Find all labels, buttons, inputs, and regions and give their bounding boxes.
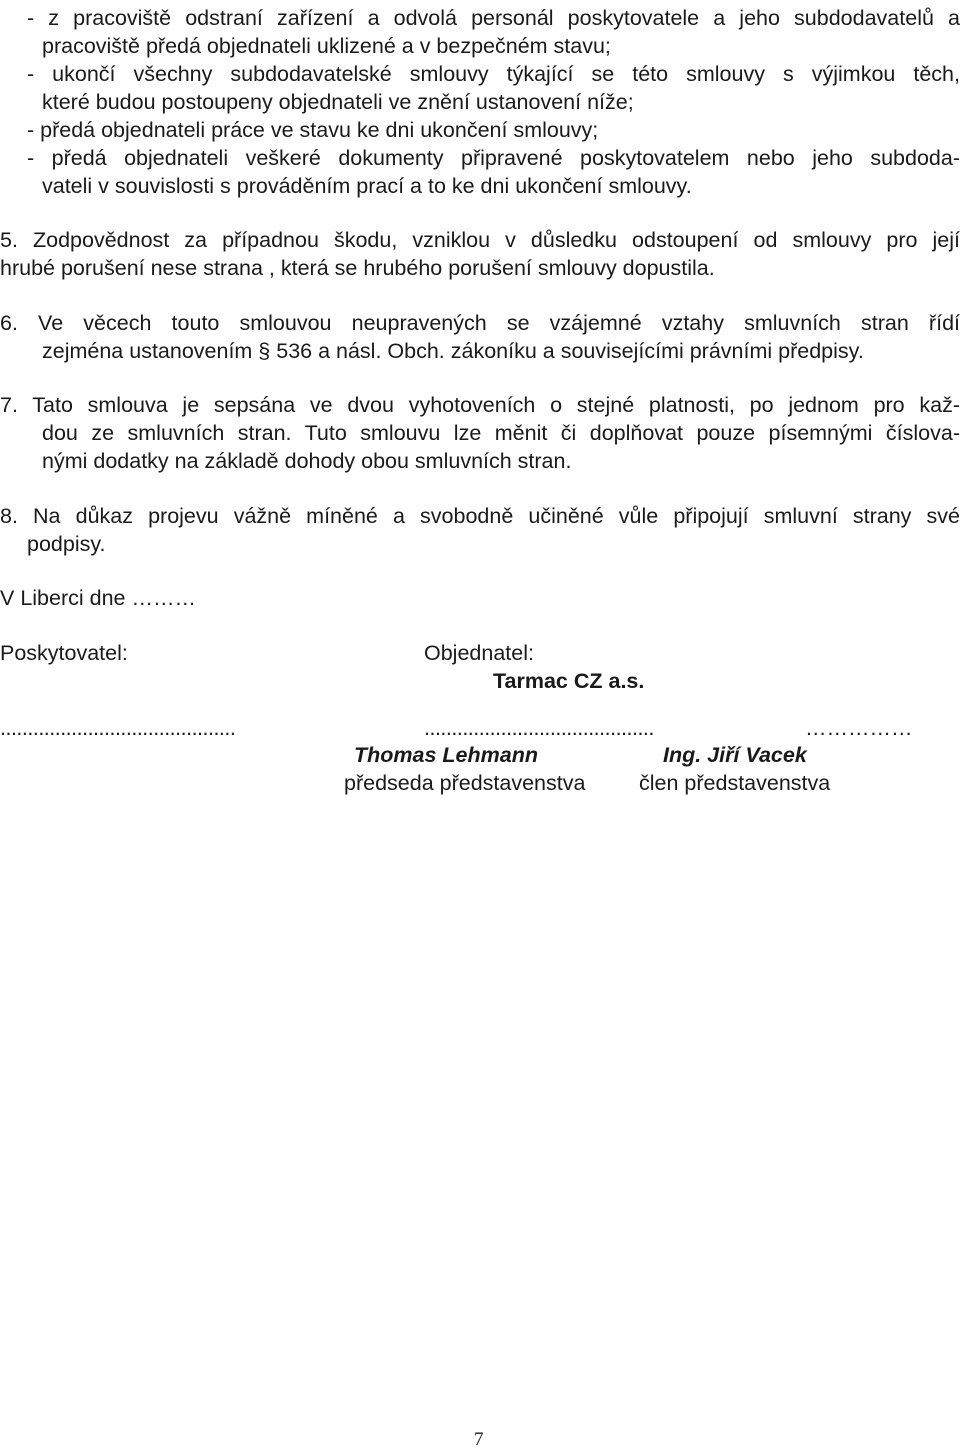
client-label: Objednatel: [424,641,534,665]
section-7-line-1: 7. Tato smlouva je sepsána ve dvou vyhotoveních o stejné platnosti, po jednom pro kaž- [0,393,960,417]
section-8-line-2: podpisy. [27,532,106,556]
bullet-2-line-1: - ukončí všechny subdodavatelské smlouvy týkající se této smlouvy s výjimkou těch, [27,62,960,86]
bullet-1-line-2: pracoviště předá objednateli uklizené a v bezpečném stavu; [42,34,611,58]
provider-label: Poskytovatel: [0,641,128,665]
signature-line-provider: ........................................... [0,716,236,740]
section-8-line-1: 8. Na důkaz projevu vážně míněné a svobodně učiněné vůle připojují smluvní strany své [0,504,960,528]
section-7-line-3: nými dodatky na základě dohody obou smluvních stran. [42,449,572,473]
bullet-2-line-2: které budou postoupeny objednateli ve znění ustanovení níže; [42,90,634,114]
section-6-line-1: 6. Ve věcech touto smlouvou neupravených se vzájemné vztahy smluvních stran řídí [0,311,960,335]
place-date: V Liberci dne ……… [0,586,196,610]
signer-2-name: Ing. Jiří Vacek [663,743,807,767]
bullet-4-line-2: vateli v souvislosti s prováděním prací a to ke dni ukončení smlouvy. [42,174,692,198]
section-7-line-2: dou ze smluvních stran. Tuto smlouvu lze měnit či doplňovat pouze písemnými číslova- [42,421,960,445]
section-5-line-1: 5. Zodpovědnost za případnou škodu, vzniklou v důsledku odstoupení od smlouvy pro její [0,228,960,252]
section-6-line-2: zejména ustanovením § 536 a násl. Obch. zákoníku a souvisejícími právními předpisy. [42,339,864,363]
signer-1-name: Thomas Lehmann [354,743,538,767]
bullet-1-line-1: - z pracoviště odstraní zařízení a odvolá personál poskytovatele a jeho subdodavatelů a [27,6,960,30]
signature-line-third: …………… [805,716,913,740]
signer-2-role: člen představenstva [639,771,831,795]
bullet-3: - předá objednateli práce ve stavu ke dni ukončení smlouvy; [27,118,599,142]
bullet-4-line-1: - předá objednateli veškeré dokumenty připravené poskytovatelem nebo jeho subdoda- [27,146,960,170]
client-company: Tarmac CZ a.s. [493,669,645,693]
signature-line-client: .......................................... [424,716,654,740]
section-5-line-2: hrubé porušení nese strana , která se hrubého porušení smlouvy dopustila. [0,256,715,280]
page-number: 7 [474,1429,484,1450]
signer-1-role: předseda představenstva [344,771,586,795]
